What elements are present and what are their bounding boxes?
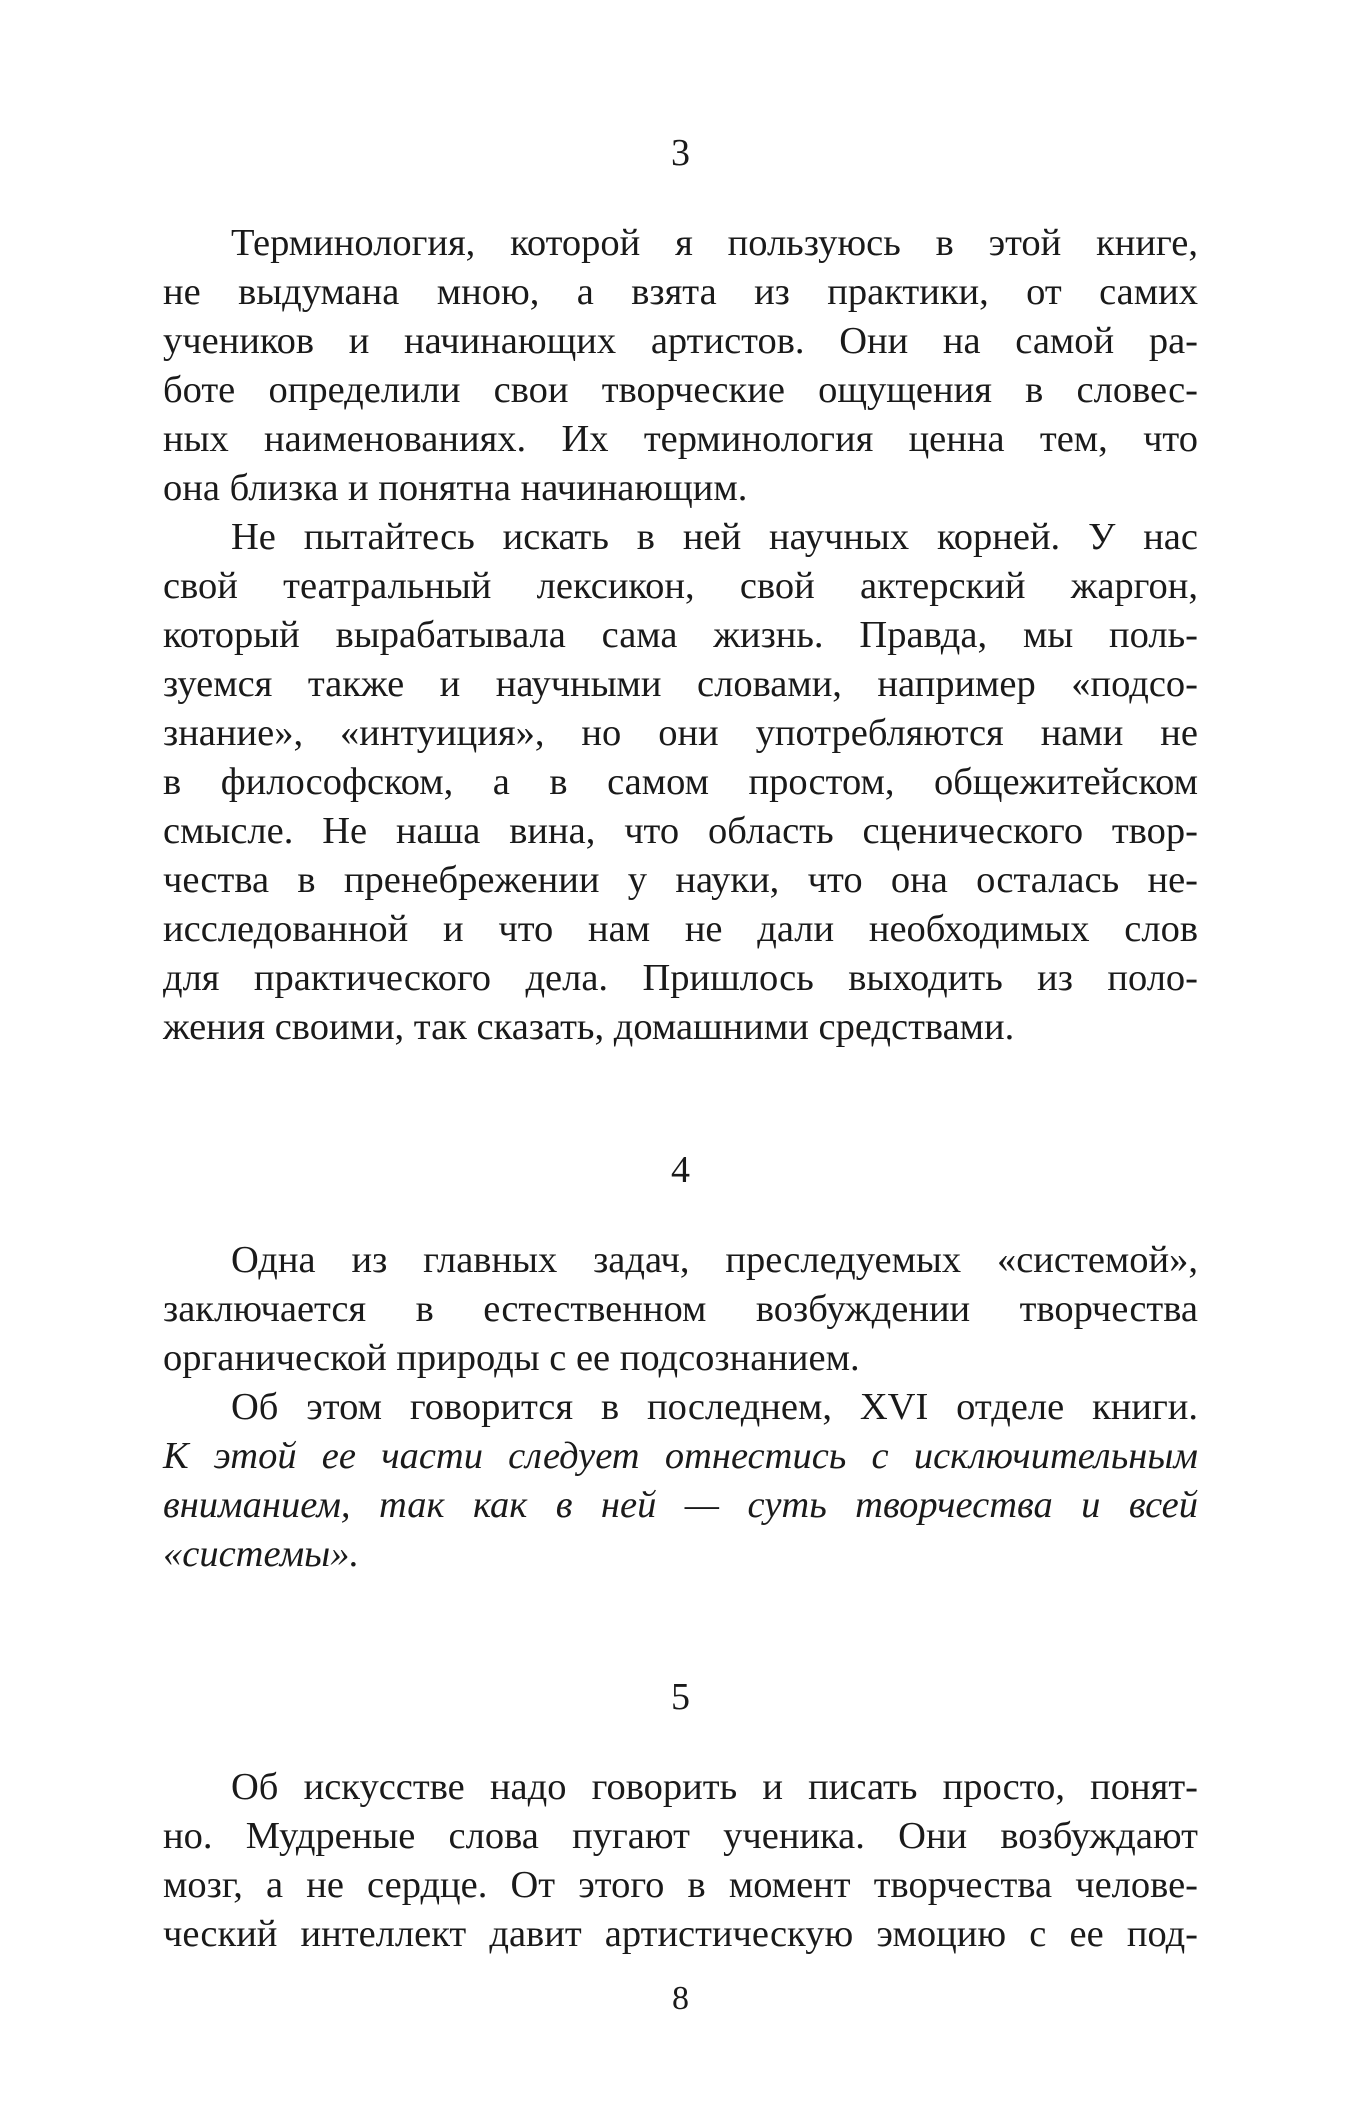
section-number: 5: [671, 1676, 690, 1718]
text-line: для практического дела. Пришлось выходить из поло-: [163, 957, 1198, 999]
text-line: учеников и начинающих артистов. Они на самой ра-: [163, 320, 1198, 362]
page-number: 8: [672, 1980, 689, 2017]
section-number: 3: [671, 132, 690, 174]
section-number: 4: [671, 1149, 690, 1191]
text-line: органической природы с ее подсознанием.: [163, 1337, 860, 1379]
text-line: исследованной и что нам не дали необходимых слов: [163, 908, 1198, 950]
text-line: жения своими, так сказать, домашними средствами.: [163, 1006, 1015, 1048]
text-line: ных наименованиях. Их терминология ценна тем, что: [163, 418, 1198, 460]
text-line: смысле. Не наша вина, что область сценического твор-: [163, 810, 1198, 852]
text-line: но. Мудреные слова пугают ученика. Они возбуждают: [163, 1815, 1198, 1857]
text-line: знание», «интуиция», но они употребляются нами не: [163, 712, 1198, 754]
text-line: в философском, а в самом простом, общежитейском: [163, 761, 1198, 803]
text-line: Об этом говорится в последнем, XVI отделе книги.: [231, 1386, 1198, 1428]
text-line: боте определили свои творческие ощущения в словес-: [163, 369, 1198, 411]
italic-text-line: К этой ее части следует отнестись с исключительным: [163, 1435, 1198, 1477]
book-page: [163, 0, 1198, 2125]
text-line: она близка и понятна начинающим.: [163, 467, 748, 509]
text-line: ческий интеллект давит артистическую эмоцию с ее под-: [163, 1913, 1198, 1955]
italic-text-line: «системы».: [163, 1533, 360, 1575]
text-line: мозг, а не сердце. От этого в момент творчества челове-: [163, 1864, 1198, 1906]
text-line: Терминология, которой я пользуюсь в этой книге,: [231, 222, 1198, 264]
text-line: Не пытайтесь искать в ней научных корней. У нас: [231, 516, 1198, 558]
text-line: заключается в естественном возбуждении творчества: [163, 1288, 1198, 1330]
italic-text-line: вниманием, так как в ней — суть творчества и всей: [163, 1484, 1198, 1526]
text-line: свой театральный лексикон, свой актерский жаргон,: [163, 565, 1198, 607]
text-line: чества в пренебрежении у науки, что она осталась не-: [163, 859, 1198, 901]
text-line: который вырабатывала сама жизнь. Правда, мы поль-: [163, 614, 1198, 656]
text-line: не выдумана мною, а взята из практики, от самих: [163, 271, 1198, 313]
text-line: зуемся также и научными словами, например «подсо-: [163, 663, 1198, 705]
text-line: Об искусстве надо говорить и писать просто, понят-: [231, 1766, 1198, 1808]
text-line: Одна из главных задач, преследуемых «системой»,: [231, 1239, 1198, 1281]
